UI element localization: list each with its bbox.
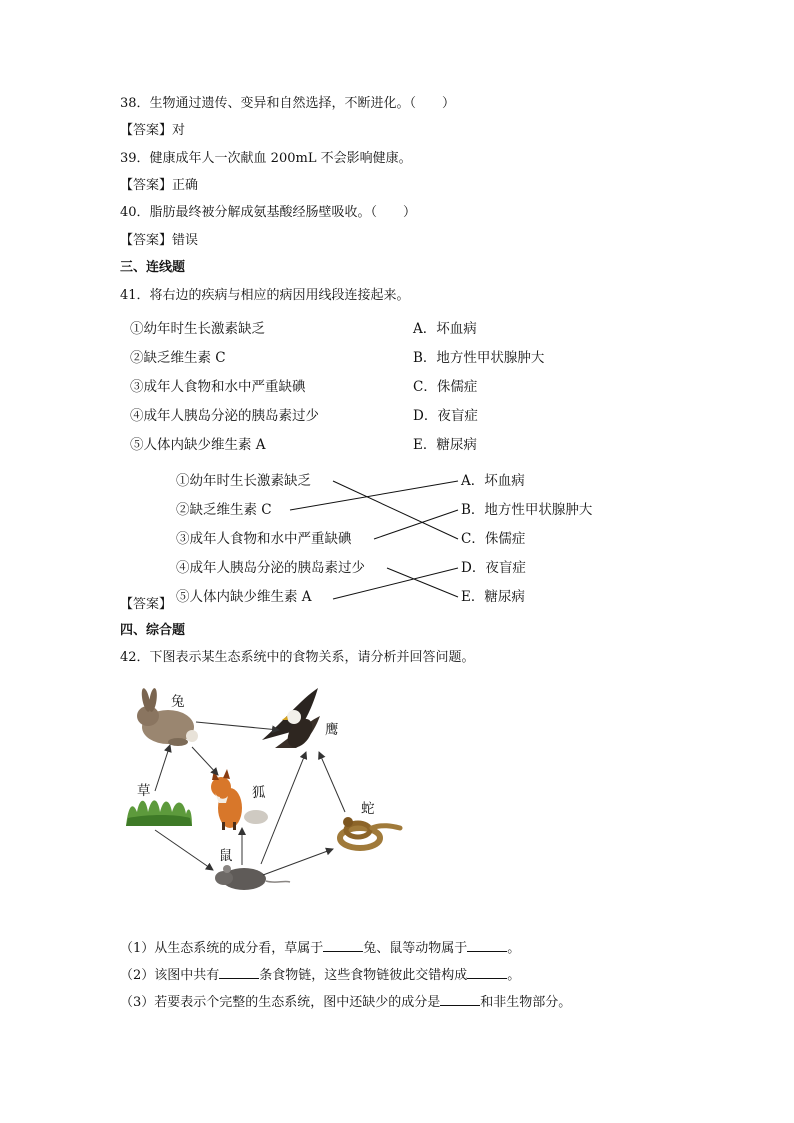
q42-sub1-c: 。 [507,941,521,956]
ans-cause-2: ②缺乏维生素 C [176,502,272,518]
q41-disease-b: B．地方性甲状腺肿大 [413,350,545,366]
ans-disease-b: B．地方性甲状腺肿大 [461,502,593,518]
snake-icon [340,817,400,848]
grass-icon [126,800,192,826]
ans-disease-a: A．坏血病 [461,473,525,489]
q41-cause-3: ③成年人食物和水中严重缺碘 [130,379,306,395]
eagle-icon [262,688,320,752]
answer-blank[interactable] [467,939,507,952]
q42-sub3-a: （3）若要表示个完整的生态系统，图中还缺少的成分是 [120,995,441,1010]
ans-disease-d: D．夜盲症 [461,560,526,576]
q42-sub2-b: 条食物链，这些食物链彼此交错构成 [259,968,468,983]
q40-answer: 【答案】错误 [120,233,199,248]
q38-text: 38．生物通过遗传、变异和自然选择，不断进化。（ ） [120,96,456,111]
ans-cause-4: ④成年人胰岛分泌的胰岛素过少 [176,560,365,576]
q42-sub2-c: 。 [507,968,521,983]
q41-disease-a: A．坏血病 [413,321,477,337]
rabbit-icon [137,688,198,746]
mouse-label: 鼠 [219,848,233,864]
q39-answer: 【答案】正确 [120,178,199,193]
q42-sub3 [120,993,571,1011]
snake-label: 蛇 [361,801,375,817]
q42-sub3-b: 和非生物部分。 [480,995,572,1010]
q42-text: 42．下图表示某生态系统中的食物关系，请分析并回答问题。 [120,650,475,665]
q41-cause-2: ②缺乏维生素 C [130,350,226,366]
grass-label: 草 [137,783,151,799]
q42-sub2-a: （2）该图中共有 [120,968,220,983]
q38-answer: 【答案】对 [120,123,186,138]
q42-sub2 [120,966,520,984]
q42-sub1 [120,939,520,957]
q41-disease-e: E．糖尿病 [413,437,477,453]
q41-cause-1: ①幼年时生长激素缺乏 [130,321,265,337]
fox-label: 狐 [252,785,266,801]
ans-cause-5: ⑤人体内缺少维生素 A [176,589,312,605]
q41-disease-c: C．侏儒症 [413,379,478,395]
q40-text: 40．脂肪最终被分解成氨基酸经肠壁吸收。（ ） [120,205,417,220]
q41-cause-4: ④成年人胰岛分泌的胰岛素过少 [130,408,319,424]
q41-cause-5: ⑤人体内缺少维生素 A [130,437,266,453]
rabbit-label: 兔 [171,694,185,710]
q42-sub1-b: 兔、鼠等动物属于 [363,941,468,956]
ans-cause-1: ①幼年时生长激素缺乏 [176,473,311,489]
answer-blank[interactable] [440,993,480,1006]
answer-blank[interactable] [467,966,507,979]
q42-sub1-a: （1）从生态系统的成分看，草属于 [120,941,324,956]
eagle-label: 鹰 [325,722,339,738]
q39-text: 39．健康成年人一次献血 200mL 不会影响健康。 [120,151,412,166]
q41-answer-label: 【答案】 [120,597,173,612]
q41-disease-d: D．夜盲症 [413,408,478,424]
answer-blank[interactable] [323,939,363,952]
ans-disease-e: E．糖尿病 [461,589,525,605]
ans-disease-c: C．侏儒症 [461,531,526,547]
answer-blank[interactable] [219,966,259,979]
section4-heading: 四、综合题 [120,623,186,638]
section3-heading: 三、连线题 [120,260,186,275]
q41-text: 41．将右边的疾病与相应的病因用线段连接起来。 [120,288,410,303]
ans-cause-3: ③成年人食物和水中严重缺碘 [176,531,352,547]
